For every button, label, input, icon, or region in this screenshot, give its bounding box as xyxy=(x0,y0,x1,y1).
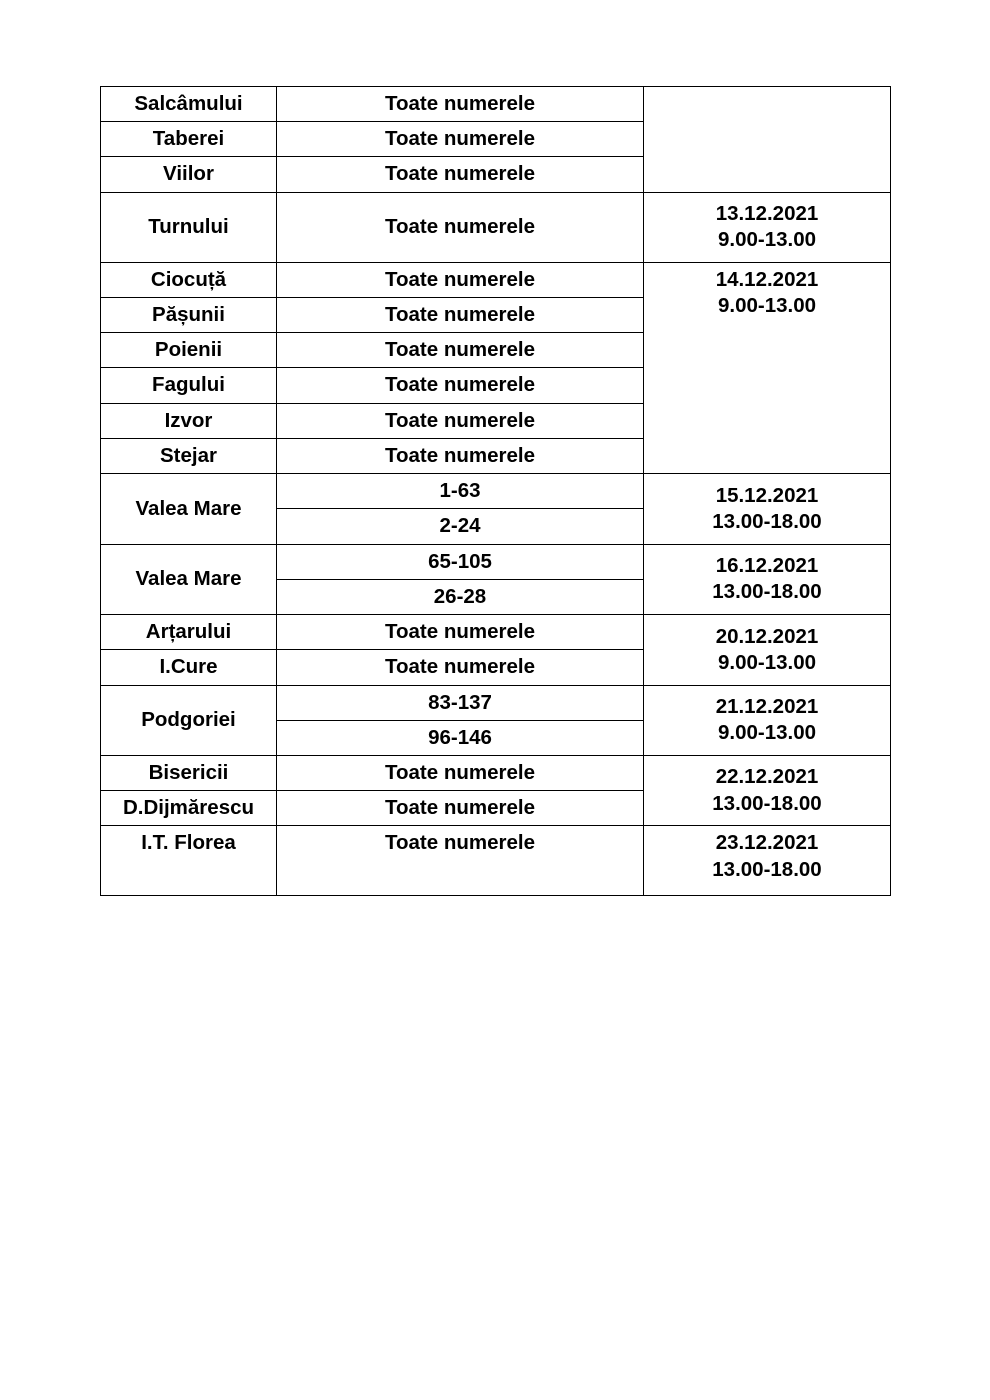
table-row xyxy=(101,826,891,896)
date-text: 23.12.2021 xyxy=(715,831,819,855)
street-cell: Ciocuță xyxy=(101,262,277,297)
date-cell xyxy=(644,755,891,825)
street-cell: Bisericii xyxy=(101,755,277,790)
time-text: 9.00-13.00 xyxy=(717,228,817,252)
numbers-cell: Toate numerele xyxy=(277,650,644,685)
street-cell: Salcâmului xyxy=(101,87,277,122)
numbers-cell: Toate numerele xyxy=(277,192,644,262)
street-cell: I.Cure xyxy=(101,650,277,685)
date-cell xyxy=(644,192,891,262)
date-cell xyxy=(644,685,891,755)
numbers-cell: Toate numerele xyxy=(277,755,644,790)
street-cell: Valea Mare xyxy=(101,544,277,614)
date-cell xyxy=(644,474,891,544)
date-text: 21.12.2021 xyxy=(715,695,819,719)
date-text: 15.12.2021 xyxy=(715,483,819,507)
table-row xyxy=(101,87,891,122)
numbers-cell: Toate numerele xyxy=(277,87,644,122)
time-text: 13.00-18.00 xyxy=(712,509,822,533)
numbers-cell: Toate numerele xyxy=(277,368,644,403)
numbers-cell: Toate numerele xyxy=(277,297,644,332)
numbers-cell: Toate numerele xyxy=(277,826,644,896)
numbers-cell: Toate numerele xyxy=(277,403,644,438)
street-cell: Valea Mare xyxy=(101,474,277,544)
street-cell: I.T. Florea xyxy=(101,826,277,896)
table-row xyxy=(101,262,891,297)
numbers-cell: Toate numerele xyxy=(277,333,644,368)
numbers-cell: Toate numerele xyxy=(277,157,644,192)
date-text: 20.12.2021 xyxy=(715,624,819,648)
time-text: 9.00-13.00 xyxy=(717,721,817,745)
table-row xyxy=(101,474,891,509)
street-cell: Izvor xyxy=(101,403,277,438)
numbers-cell: 65-105 xyxy=(277,544,644,579)
date-text: 16.12.2021 xyxy=(715,554,819,578)
outage-schedule-table xyxy=(100,86,891,896)
numbers-cell: 2-24 xyxy=(277,509,644,544)
street-cell: Fagului xyxy=(101,368,277,403)
table-row xyxy=(101,755,891,790)
date-cell xyxy=(644,262,891,473)
numbers-cell: 96-146 xyxy=(277,720,644,755)
street-cell: Pășunii xyxy=(101,297,277,332)
date-text: 13.12.2021 xyxy=(715,201,819,225)
street-cell: Taberei xyxy=(101,122,277,157)
numbers-cell: 26-28 xyxy=(277,579,644,614)
street-cell: Viilor xyxy=(101,157,277,192)
numbers-cell: Toate numerele xyxy=(277,262,644,297)
street-cell: Stejar xyxy=(101,438,277,473)
date-cell xyxy=(644,826,891,896)
table-row xyxy=(101,544,891,579)
date-cell-empty xyxy=(644,87,891,193)
date-cell xyxy=(644,544,891,614)
numbers-cell: Toate numerele xyxy=(277,122,644,157)
street-cell: Turnului xyxy=(101,192,277,262)
time-text: 13.00-18.00 xyxy=(712,791,822,815)
street-cell: D.Dijmărescu xyxy=(101,791,277,826)
street-cell: Poienii xyxy=(101,333,277,368)
numbers-cell: 1-63 xyxy=(277,474,644,509)
numbers-cell: Toate numerele xyxy=(277,615,644,650)
table-row xyxy=(101,615,891,650)
time-text: 13.00-18.00 xyxy=(712,580,822,604)
table-row xyxy=(101,685,891,720)
table-row xyxy=(101,192,891,262)
time-text: 9.00-13.00 xyxy=(717,650,817,674)
time-text: 9.00-13.00 xyxy=(717,293,817,317)
time-text: 13.00-18.00 xyxy=(712,857,822,881)
date-text: 22.12.2021 xyxy=(715,765,819,789)
numbers-cell: Toate numerele xyxy=(277,791,644,826)
numbers-cell: Toate numerele xyxy=(277,438,644,473)
numbers-cell: 83-137 xyxy=(277,685,644,720)
date-cell xyxy=(644,615,891,685)
street-cell: Podgoriei xyxy=(101,685,277,755)
street-cell: Arțarului xyxy=(101,615,277,650)
date-text: 14.12.2021 xyxy=(715,267,819,291)
